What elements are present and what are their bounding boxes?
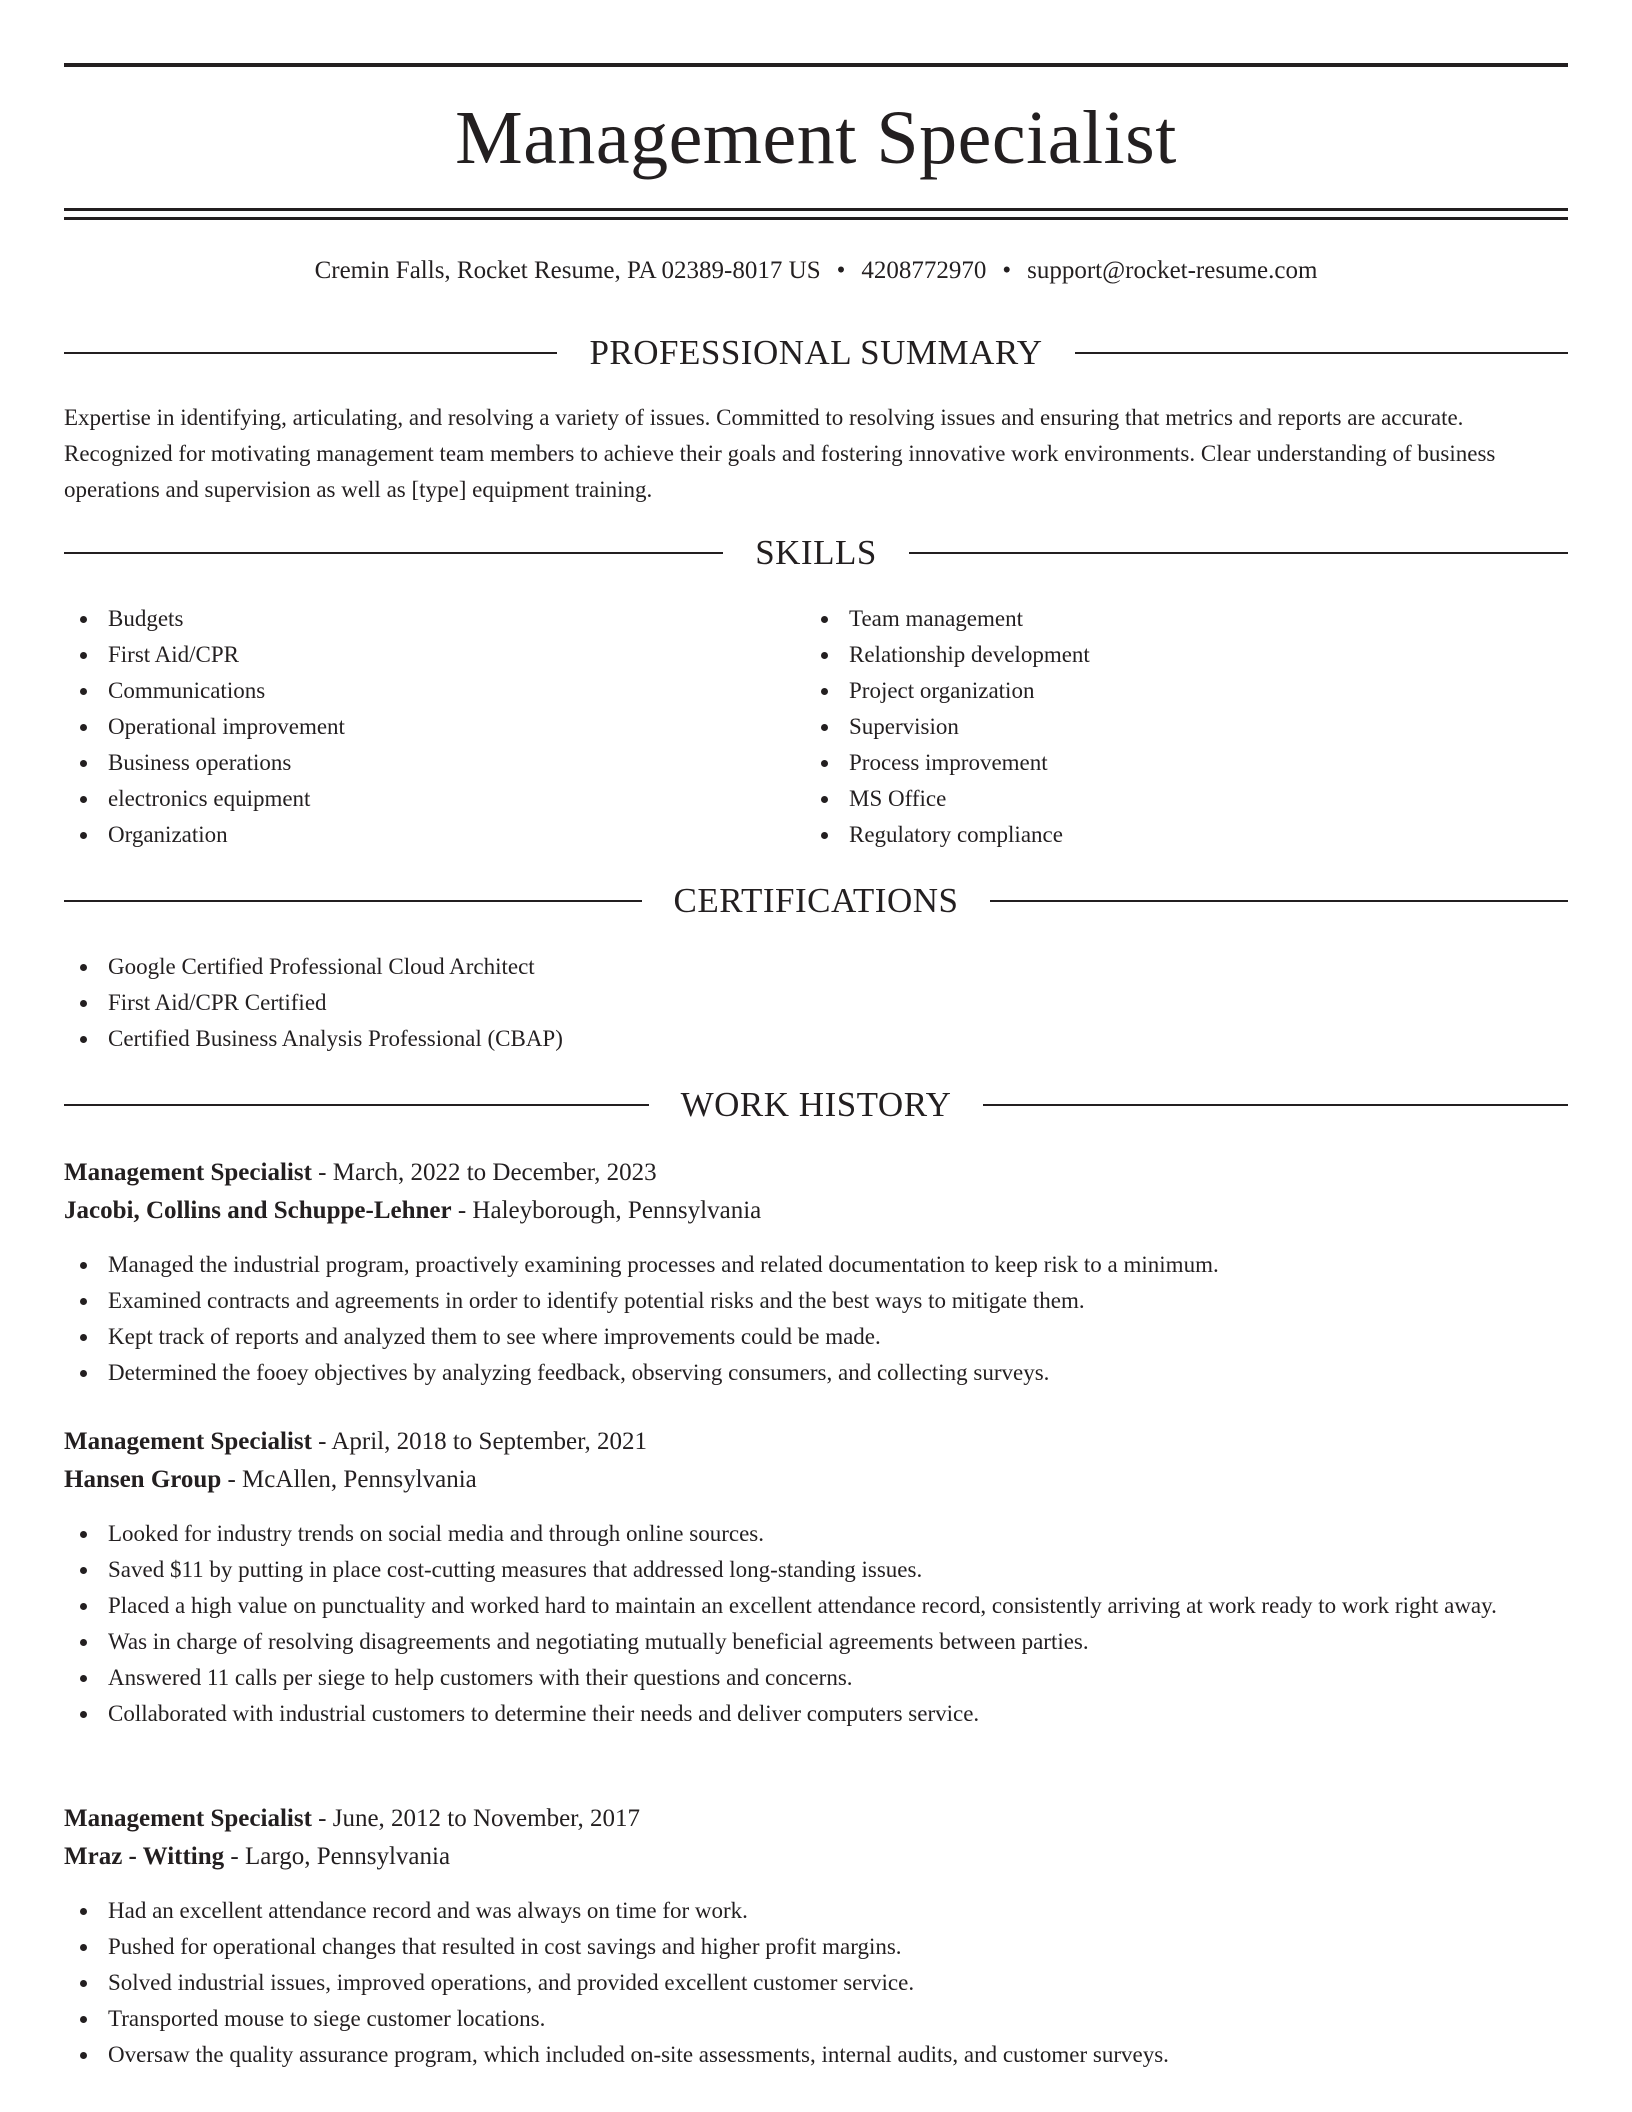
job-company-line (64, 1192, 1568, 1232)
job-company-line (64, 1461, 1568, 1501)
contact-email: support@rocket-resume.com (1027, 257, 1318, 284)
job-dates: - June, 2012 to November, 2017 (311, 1805, 641, 1832)
certification-item: Certified Business Analysis Professional (CBAP) (64, 1021, 1568, 1057)
job-bullet: Collaborated with industrial customers to determine their needs and deliver computers service. (64, 1696, 1568, 1732)
skill-item: MS Office (805, 781, 1505, 817)
job-bullet: Determined the fooey objectives by analyzing feedback, observing consumers, and collecting surveys. (64, 1355, 1568, 1391)
contact-phone: 4208772970 (861, 257, 987, 284)
heading-rule-left (64, 352, 557, 354)
candidate-name: Management Specialist (455, 96, 1177, 180)
skill-item: Operational improvement (64, 709, 764, 745)
job-bullet: Oversaw the quality assurance program, which included on-site assessments, internal audits, and customer surveys. (64, 2037, 1568, 2073)
skill-item: Communications (64, 673, 764, 709)
skill-item: Organization (64, 817, 764, 853)
skill-item: Project organization (805, 673, 1505, 709)
skills-heading-title: SKILLS (755, 533, 877, 572)
heading-rule-left (64, 1104, 649, 1106)
certifications-list (64, 949, 1568, 1057)
heading-rule-left (64, 552, 723, 554)
summary-text: Expertise in identifying, articulating, and resolving a variety of issues. Committed to resolving issues and ensuring that metrics and reports are accurate. Recognized for motivating management team members to achieve their goals and fostering innovative work environments. Clear understanding of business operations and supervision as well as [type] equipment training. (64, 405, 1496, 502)
job-bullet: Managed the industrial program, proactively examining processes and related documentation to keep risk to a minimum. (64, 1247, 1568, 1283)
contact-address: Cremin Falls, Rocket Resume, PA 02389-8017 US (314, 257, 821, 284)
job-bullet: Pushed for operational changes that resulted in cost savings and higher profit margins. (64, 1929, 1568, 1965)
job-bullet: Had an excellent attendance record and was always on time for work. (64, 1893, 1568, 1929)
job-bullet: Kept track of reports and analyzed them to see where improvements could be made. (64, 1319, 1568, 1355)
job-title-line (64, 1423, 1568, 1461)
job-bullet: Was in charge of resolving disagreements and negotiating mutually beneficial agreements between parties. (64, 1624, 1568, 1660)
header-top-rule (64, 63, 1568, 67)
contact-separator: • (1002, 257, 1012, 284)
skill-item: Budgets (64, 601, 764, 637)
heading-rule-left (64, 900, 642, 902)
heading-rule-right (909, 552, 1568, 554)
skill-item: Process improvement (805, 745, 1505, 781)
certification-item: Google Certified Professional Cloud Architect (64, 949, 1568, 985)
skill-item: First Aid/CPR (64, 637, 764, 673)
skill-item: Regulatory compliance (805, 817, 1505, 853)
job-entry (64, 1154, 1568, 1391)
job-bullet: Placed a high value on punctuality and worked hard to maintain an excellent attendance record, consistently arriving at work ready to work right away. (64, 1588, 1568, 1624)
contact-separator: • (836, 257, 846, 284)
heading-rule-right (1075, 352, 1568, 354)
job-location: - McAllen, Pennsylvania (221, 1466, 477, 1493)
job-location: - Haleyborough, Pennsylvania (451, 1197, 762, 1224)
work-history-heading-title: WORK HISTORY (680, 1085, 952, 1124)
header-double-rule (64, 208, 1568, 220)
job-title-line (64, 1800, 1568, 1838)
work-history-heading (64, 1083, 1568, 1127)
job-title-line (64, 1154, 1568, 1192)
job-dates: - March, 2022 to December, 2023 (311, 1159, 657, 1186)
skill-item: electronics equipment (64, 781, 764, 817)
job-company: Hansen Group (64, 1466, 222, 1493)
job-dates: - April, 2018 to September, 2021 (311, 1428, 647, 1455)
job-title: Management Specialist (64, 1428, 312, 1455)
skill-item: Relationship development (805, 637, 1505, 673)
skills-list-left (64, 601, 764, 853)
job-bullet: Solved industrial issues, improved operations, and provided excellent customer service. (64, 1965, 1568, 2001)
job-bullets (64, 1516, 1568, 1732)
job-bullet: Saved $11 by putting in place cost-cutting measures that addressed long-standing issues. (64, 1552, 1568, 1588)
job-bullets (64, 1893, 1568, 2073)
job-company: Mraz - Witting (64, 1843, 225, 1870)
certification-item: First Aid/CPR Certified (64, 985, 1568, 1021)
job-bullets (64, 1247, 1568, 1391)
certifications-heading-title: CERTIFICATIONS (673, 881, 959, 920)
job-bullet: Answered 11 calls per siege to help customers with their questions and concerns. (64, 1660, 1568, 1696)
skills-heading (64, 531, 1568, 575)
heading-rule-right (983, 1104, 1568, 1106)
certifications-heading (64, 879, 1568, 923)
contact-line (64, 254, 1568, 288)
job-company: Jacobi, Collins and Schuppe-Lehner (64, 1197, 452, 1224)
job-bullet: Looked for industry trends on social media and through online sources. (64, 1516, 1568, 1552)
summary-heading (64, 331, 1568, 375)
skills-list-right (805, 601, 1505, 853)
job-entry (64, 1800, 1568, 2073)
job-title: Management Specialist (64, 1159, 312, 1186)
skill-item: Supervision (805, 709, 1505, 745)
job-company-line (64, 1838, 1568, 1878)
skill-item: Business operations (64, 745, 764, 781)
job-bullet: Transported mouse to siege customer locations. (64, 2001, 1568, 2037)
job-location: - Largo, Pennsylvania (224, 1843, 451, 1870)
skill-item: Team management (805, 601, 1505, 637)
job-bullet: Examined contracts and agreements in order to identify potential risks and the best ways to mitigate them. (64, 1283, 1568, 1319)
job-entry (64, 1423, 1568, 1732)
job-title: Management Specialist (64, 1805, 312, 1832)
summary-heading-title: PROFESSIONAL SUMMARY (589, 333, 1043, 372)
heading-rule-right (990, 900, 1568, 902)
